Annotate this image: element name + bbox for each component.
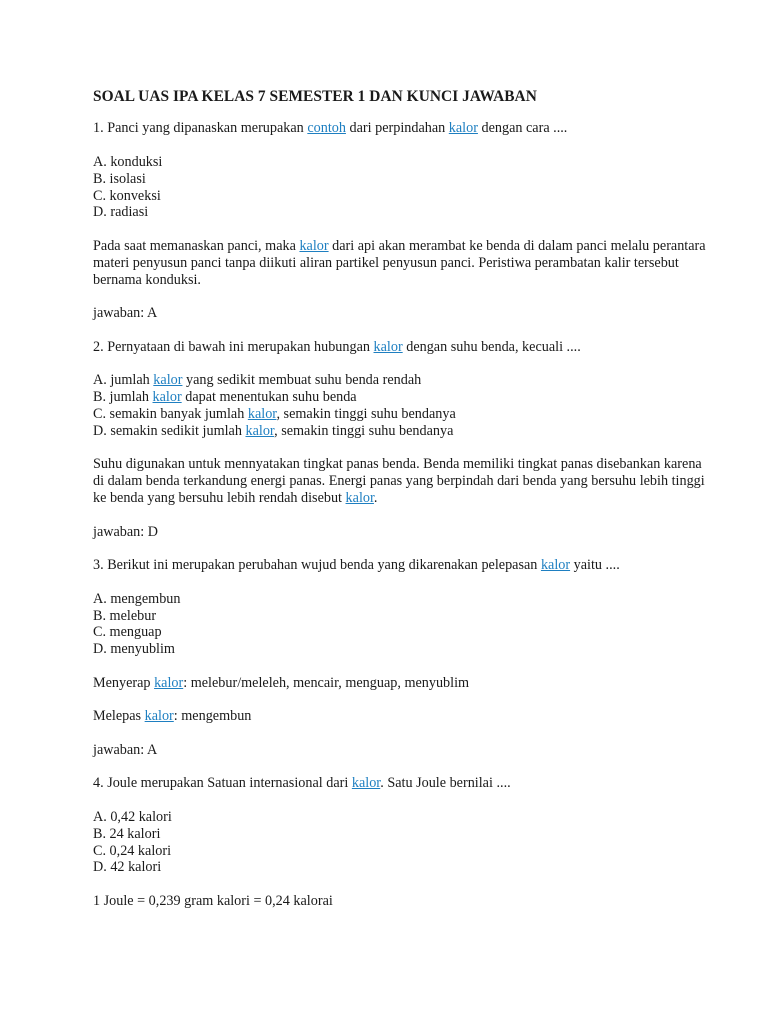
link-kalor[interactable]: kalor bbox=[245, 422, 275, 439]
option-d: D. 42 kalori bbox=[93, 859, 162, 876]
option-d: D. radiasi bbox=[93, 204, 149, 221]
link-kalor[interactable]: kalor bbox=[144, 708, 174, 725]
option-a: A. 0,42 kalori bbox=[93, 809, 172, 826]
options-list-q4 bbox=[93, 809, 713, 876]
explanation-text: Suhu digunakan untuk mennyatakan tingkat panas benda. Benda memiliki tingkat panas disebankan karena di dalam benda terkandung energi panas. Energi panas yang berpindah dari benda yang bersuhu lebih tinggi ke benda yang bersuhu lebih rendah disebut bbox=[93, 456, 705, 506]
question-text: 4. Joule merupakan Satuan internasional dari bbox=[93, 775, 352, 792]
option-text: C. semakin banyak jumlah bbox=[93, 405, 248, 422]
link-kalor[interactable]: kalor bbox=[152, 389, 182, 406]
explanation-text: : mengembun bbox=[173, 708, 252, 725]
question-text: 1. Panci yang dipanaskan merupakan bbox=[93, 120, 308, 137]
explanation-q2 bbox=[93, 456, 713, 506]
question-3 bbox=[93, 557, 713, 574]
answer-q2: jawaban: D bbox=[93, 523, 159, 540]
question-2 bbox=[93, 339, 713, 356]
option-a bbox=[93, 372, 713, 389]
option-c bbox=[93, 406, 713, 423]
option-text: , semakin tinggi suhu bendanya bbox=[276, 405, 456, 422]
option-b bbox=[93, 389, 713, 406]
question-text: yaitu .... bbox=[570, 557, 620, 574]
link-kalor[interactable]: kalor bbox=[448, 120, 478, 137]
option-d bbox=[93, 423, 713, 440]
option-text: A. jumlah bbox=[93, 372, 154, 389]
link-contoh[interactable]: contoh bbox=[307, 120, 346, 137]
link-kalor[interactable]: kalor bbox=[247, 405, 277, 422]
option-a: A. mengembun bbox=[93, 590, 181, 607]
answer-q3: jawaban: A bbox=[93, 741, 158, 758]
answer-q1: jawaban: A bbox=[93, 305, 158, 322]
option-a: A. konduksi bbox=[93, 153, 163, 170]
options-list-q2 bbox=[93, 372, 713, 439]
link-kalor[interactable]: kalor bbox=[345, 489, 374, 506]
options-list-q1 bbox=[93, 154, 713, 221]
link-kalor[interactable]: kalor bbox=[154, 674, 184, 691]
question-text: dengan suhu benda, kecuali .... bbox=[402, 338, 581, 355]
question-4 bbox=[93, 775, 713, 792]
explanation-text: Menyerap bbox=[93, 674, 155, 691]
explanation-q3-release bbox=[93, 708, 713, 725]
question-1 bbox=[93, 120, 713, 137]
options-list-q3 bbox=[93, 591, 713, 658]
option-text: D. semakin sedikit jumlah bbox=[93, 422, 246, 439]
option-b: B. 24 kalori bbox=[93, 825, 161, 842]
explanation-text: . bbox=[373, 489, 378, 506]
option-text: , semakin tinggi suhu bendanya bbox=[274, 422, 454, 439]
question-text: 2. Pernyataan di bawah ini merupakan hubungan bbox=[93, 338, 374, 355]
question-text: 3. Berikut ini merupakan perubahan wujud benda yang dikarenakan pelepasan bbox=[93, 557, 541, 574]
document-page bbox=[93, 88, 713, 927]
explanation-text: : melebur/meleleh, mencair, menguap, menyublim bbox=[183, 674, 470, 691]
explanation-q3-absorb bbox=[93, 675, 713, 692]
explanation-text: dari api akan merambat ke benda di dalam panci melalu perantara materi penyusun panci tanpa diikuti aliran partikel penyusun panci. Peristiwa perambatan kalir tersebut bernama konduksi. bbox=[93, 237, 706, 288]
option-c: C. konveksi bbox=[93, 187, 161, 204]
explanation-text: Melepas bbox=[93, 708, 145, 725]
question-text: dengan cara .... bbox=[477, 120, 568, 137]
link-kalor[interactable]: kalor bbox=[373, 338, 403, 355]
option-b: B. melebur bbox=[93, 607, 157, 624]
option-text: yang sedikit membuat suhu benda rendah bbox=[182, 372, 422, 389]
link-kalor[interactable]: kalor bbox=[351, 775, 381, 792]
option-b: B. isolasi bbox=[93, 170, 146, 187]
option-c: C. 0,24 kalori bbox=[93, 842, 172, 859]
document-title: SOAL UAS IPA KELAS 7 SEMESTER 1 DAN KUNCI JAWABAN bbox=[93, 88, 537, 105]
link-kalor[interactable]: kalor bbox=[299, 237, 329, 254]
link-kalor[interactable]: kalor bbox=[153, 372, 183, 389]
question-text: . Satu Joule bernilai .... bbox=[380, 775, 511, 792]
option-text: B. jumlah bbox=[93, 389, 153, 406]
question-text: dari perpindahan bbox=[345, 120, 449, 137]
option-d: D. menyublim bbox=[93, 641, 175, 658]
explanation-text: Pada saat memanaskan panci, maka bbox=[93, 237, 300, 254]
explanation-q4: 1 Joule = 0,239 gram kalori = 0,24 kalorai bbox=[93, 893, 333, 910]
option-c: C. menguap bbox=[93, 624, 162, 641]
link-kalor[interactable]: kalor bbox=[540, 557, 571, 574]
option-text: dapat menentukan suhu benda bbox=[181, 389, 357, 406]
explanation-q1 bbox=[93, 238, 713, 288]
